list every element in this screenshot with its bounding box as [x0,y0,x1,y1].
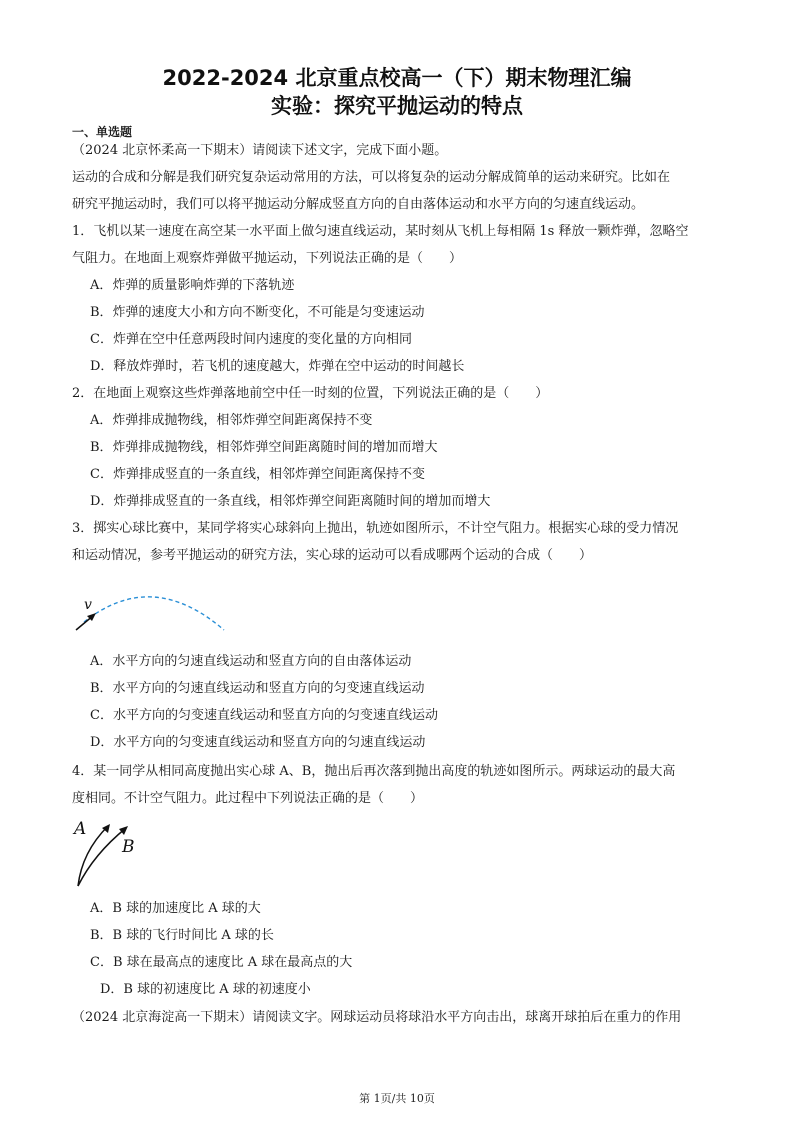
trajectory-figure-q3 [72,582,242,638]
question-3-line2: 和运动情况，参考平抛运动的研究方法，实心球的运动可以看成哪两个运动的合成（ ） [72,548,593,563]
question-3-option-a: A．水平方向的匀速直线运动和竖直方向的自由落体运动 [90,654,412,669]
question-4-option-b: B．B 球的飞行时间比 A 球的长 [90,928,274,943]
question-3-option-c: C．水平方向的匀变速直线运动和竖直方向的匀变速直线运动 [90,708,438,723]
question-1-option-b: B．炸弹的速度大小和方向不断变化，不可能是匀变速运动 [90,305,425,320]
page-title-line2: 实验：探究平抛运动的特点 [271,94,523,118]
question-2-option-c: C．炸弹排成竖直的一条直线，相邻炸弹空间距离保持不变 [90,467,425,482]
question-3-option-d: D．水平方向的匀变速直线运动和竖直方向的匀速直线运动 [90,735,426,750]
page-title-line1: 2022-2024 北京重点校高一（下）期末物理汇编 [162,66,632,90]
question-2-option-b: B．炸弹排成抛物线，相邻炸弹空间距离随时间的增加而增大 [90,440,438,455]
question-2-option-a: A．炸弹排成抛物线，相邻炸弹空间距离保持不变 [90,413,373,428]
ball-a-label: A [74,819,87,839]
question-1-line1: 1．飞机以某一速度在高空某一水平面上做匀速直线运动，某时刻从飞机上每相隔 1s 释放一颗炸弹，忽略空 [72,224,689,239]
question-1-option-a: A．炸弹的质量影响炸弹的下落轨迹 [90,278,295,293]
question-3-line1: 3．掷实心球比赛中，某同学将实心球斜向上抛出，轨迹如图所示，不计空气阻力。根据实心球的受力情况 [72,521,679,536]
question-1-option-d: D．释放炸弹时，若飞机的速度越大，炸弹在空中运动的时间越长 [90,359,465,374]
question-4-option-a: A．B 球的加速度比 A 球的大 [90,901,261,916]
dashed-trajectory-curve [84,597,224,630]
intro-paragraph-line2: 研究平抛运动时，我们可以将平抛运动分解成竖直方向的自由落体运动和水平方向的匀速直线运动。 [72,197,645,212]
intro-paragraph-line1: 运动的合成和分解是我们研究复杂运动常用的方法，可以将复杂的运动分解成简单的运动来研究。比如在 [72,170,671,185]
velocity-label: v [84,597,92,613]
question-4-option-c: C．B 球在最高点的速度比 A 球在最高点的大 [90,955,353,970]
question-4-option-d: D．B 球的初速度比 A 球的初速度小 [100,982,311,997]
intro-source: （2024 北京怀柔高一下期末）请阅读下述文字，完成下面小题。 [72,143,448,158]
question-1-option-c: C．炸弹在空中任意两段时间内速度的变化量的方向相同 [90,332,412,347]
question-4-line2: 度相同。不计空气阻力。此过程中下列说法正确的是（ ） [72,791,424,806]
next-passage-intro: （2024 北京海淀高一下期末）请阅读文字。网球运动员将球沿水平方向击出，球离开球拍后在重力的作用 [72,1010,682,1025]
question-2-line1: 2．在地面上观察这些炸弹落地前空中任一时刻的位置，下列说法正确的是（ ） [72,386,549,401]
section-heading: 一、单选题 [72,125,133,139]
ball-b-label: B [122,837,135,857]
trajectory-figure-q4 [68,816,158,892]
question-4-line1: 4．某一同学从相同高度抛出实心球 A、B，抛出后再次落到抛出高度的轨迹如图所示。两球运动的最大高 [72,764,676,779]
question-1-line2: 气阻力。在地面上观察炸弹做平抛运动，下列说法正确的是（ ） [72,251,463,266]
page-footer: 第 1页/共 10页 [359,1092,435,1105]
question-3-option-b: B．水平方向的匀速直线运动和竖直方向的匀变速直线运动 [90,681,425,696]
question-2-option-d: D．炸弹排成竖直的一条直线，相邻炸弹空间距离随时间的增加而增大 [90,494,491,509]
